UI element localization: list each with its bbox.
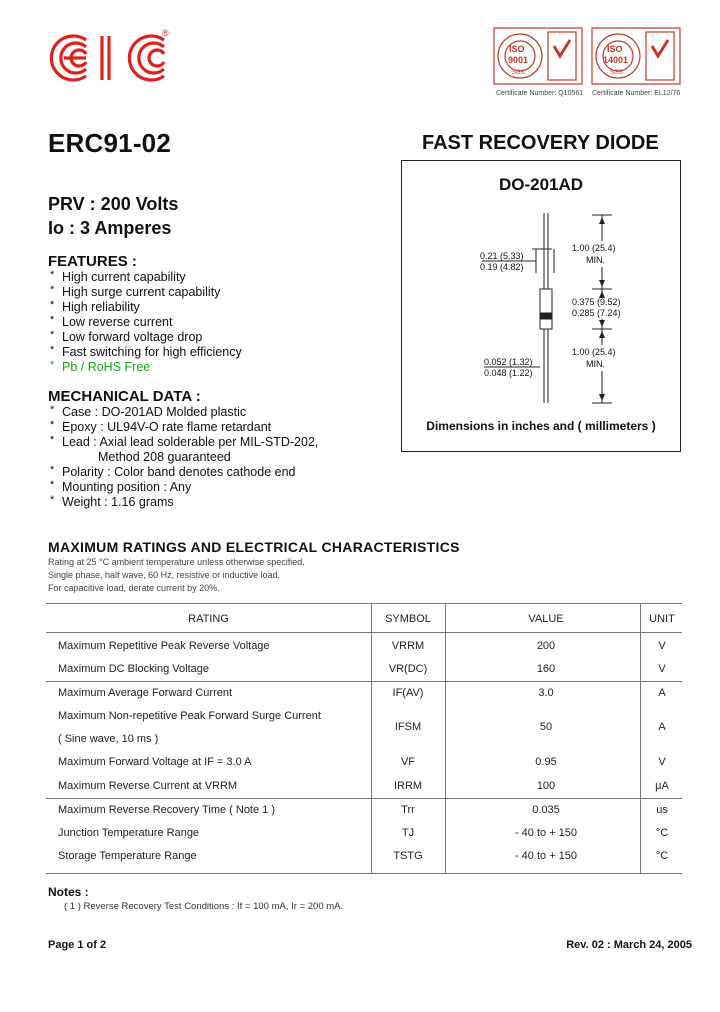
features-list — [48, 270, 242, 375]
table-rule — [46, 632, 682, 633]
table-row-symbol: TSTG — [393, 850, 423, 862]
table-row-value: 100 — [536, 780, 556, 792]
rating-note: Rating at 25 °C ambient temperature unless otherwise specified. — [48, 557, 305, 567]
list-item: * High surge current capability — [50, 284, 221, 299]
table-row-rating: Storage Temperature Range — [58, 850, 197, 862]
mechanical-title: MECHANICAL DATA : — [48, 388, 201, 405]
table-row-unit: V — [658, 640, 666, 652]
table-row-unit: °C — [655, 827, 669, 839]
cert2-standard: ISO — [607, 44, 623, 54]
table-col-divider — [371, 603, 372, 873]
dim-lead-max: 0.21 (5.33) — [480, 251, 524, 261]
col-header-value: VALUE — [528, 613, 564, 625]
dimensions-caption: Dimensions in inches and ( millimeters ) — [426, 419, 656, 433]
list-item: * High reliability — [50, 299, 140, 314]
eic-logo — [46, 30, 178, 86]
table-col-divider — [445, 603, 446, 873]
cert1-certificate-number: Certificate Number: Q10561 — [496, 90, 584, 97]
dim-wire-min: 0.048 (1.22) — [484, 368, 533, 378]
list-item: Method 208 guaranteed — [98, 450, 231, 464]
table-row-value: 50 — [539, 721, 553, 733]
table-rule — [46, 603, 682, 604]
table-row-symbol: TJ — [401, 827, 415, 839]
table-row-symbol: VRRM — [391, 640, 425, 652]
table-row-value: - 40 to + 150 — [514, 850, 578, 862]
table-row-value: 200 — [536, 640, 556, 652]
cert1-agency: SGS — [512, 70, 525, 76]
certifications — [492, 26, 682, 104]
col-header-rating: RATING — [188, 613, 229, 625]
list-item: * High current capability — [50, 269, 186, 284]
page-number: Page 1 of 2 — [48, 939, 107, 951]
table-row-symbol: IFSM — [394, 721, 422, 733]
table-row-rating: ( Sine wave, 10 ms ) — [58, 733, 159, 745]
table-row-symbol: IRRM — [393, 780, 423, 792]
dim-bottom-min: MIN. — [586, 359, 605, 369]
table-row-symbol: Trr — [401, 804, 415, 816]
cert1-standard: ISO — [509, 44, 525, 54]
dim-lead-min: 0.19 (4.82) — [480, 262, 524, 272]
table-row-rating: Maximum Repetitive Peak Reverse Voltage — [58, 640, 270, 652]
rating-note: Single phase, half wave, 60 Hz, resistive or inductive load. — [48, 570, 281, 580]
notes-title: Notes : — [48, 885, 89, 899]
eic-logo-graphic — [46, 30, 178, 86]
notes-text: ( 1 ) Reverse Recovery Test Conditions : If = 100 mA, Ir = 200 mA. — [64, 901, 344, 912]
cert2-number: 14001 — [603, 55, 629, 65]
table-row-value: 0.035 — [532, 804, 560, 816]
table-row-value: 160 — [536, 663, 556, 675]
ratings-title: MAXIMUM RATINGS AND ELECTRICAL CHARACTERISTICS — [48, 539, 460, 555]
list-item: * Low reverse current — [50, 314, 173, 329]
list-item: * Lead : Axial lead solderable per MIL-STD-202, — [50, 434, 319, 449]
table-row-symbol: IF(AV) — [392, 687, 424, 699]
list-item: * Case : DO-201AD Molded plastic — [50, 404, 247, 419]
col-header-unit: UNIT — [649, 613, 675, 625]
revision-date: Rev. 02 : March 24, 2005 — [566, 939, 692, 951]
registered-mark: ® — [162, 28, 169, 38]
table-row-unit: V — [658, 756, 666, 768]
diode-outline-drawing — [402, 161, 680, 451]
table-row-unit: °C — [655, 850, 669, 862]
dim-wire-max: 0.052 (1.32) — [484, 357, 533, 367]
table-rule — [46, 873, 682, 874]
table-row-value: 3.0 — [538, 687, 554, 699]
table-row-rating: Maximum Reverse Recovery Time ( Note 1 ) — [58, 804, 275, 816]
dim-top-length: 1.00 (25.4) — [572, 243, 616, 253]
mechanical-list — [48, 405, 318, 510]
package-drawing-box — [401, 160, 681, 452]
list-item: * Fast switching for high efficiency — [50, 344, 242, 359]
table-row-unit: V — [658, 663, 666, 675]
table-row-rating: Maximum Reverse Current at VRRM — [58, 780, 238, 792]
table-col-divider — [640, 603, 641, 873]
diode-title: FAST RECOVERY DIODE — [422, 132, 659, 154]
table-row-unit: A — [658, 721, 666, 733]
table-row-symbol: VR(DC) — [388, 663, 428, 675]
table-row-rating: Maximum Average Forward Current — [58, 687, 233, 699]
table-row-rating: Maximum DC Blocking Voltage — [58, 663, 210, 675]
package-title: DO-201AD — [498, 175, 584, 194]
list-item: * Weight : 1.16 grams — [50, 494, 174, 509]
col-header-symbol: SYMBOL — [385, 613, 431, 625]
cert2-certificate-number: Certificate Number: EL12/76 — [592, 90, 681, 97]
table-row-value: 0.95 — [535, 756, 557, 768]
table-row-rating: Junction Temperature Range — [58, 827, 200, 839]
dim-body-max: 0.375 (9.52) — [572, 297, 621, 307]
table-row-unit: μA — [655, 780, 669, 792]
table-row-rating: Maximum Non-repetitive Peak Forward Surge Current — [58, 710, 321, 722]
list-item: * Epoxy : UL94V-O rate flame retardant — [50, 419, 272, 434]
cert1-number: 9001 — [508, 55, 529, 65]
table-row-symbol: VF — [400, 756, 416, 768]
table-rule — [46, 798, 682, 799]
features-title: FEATURES : — [48, 253, 137, 270]
table-rule — [46, 681, 682, 682]
part-number: ERC91-02 — [48, 128, 171, 158]
table-row-rating: Maximum Forward Voltage at IF = 3.0 A — [58, 756, 252, 768]
table-row-value: - 40 to + 150 — [514, 827, 578, 839]
cert2-agency: SGS — [610, 70, 623, 76]
table-row-unit: A — [658, 687, 666, 699]
prv-spec: PRV : 200 Volts — [48, 194, 179, 214]
rohs-item: * Pb / RoHS Free — [50, 359, 151, 374]
list-item: * Polarity : Color band denotes cathode end — [50, 464, 296, 479]
dim-body-min: 0.285 (7.24) — [572, 308, 621, 318]
table-row-unit: us — [656, 804, 668, 816]
dim-bottom-length: 1.00 (25.4) — [572, 347, 616, 357]
io-spec: Io : 3 Amperes — [48, 218, 172, 238]
rating-note: For capacitive load, derate current by 20%. — [48, 583, 220, 593]
dim-top-min: MIN. — [586, 255, 605, 265]
list-item: * Low forward voltage drop — [50, 329, 203, 344]
list-item: * Mounting position : Any — [50, 479, 192, 494]
